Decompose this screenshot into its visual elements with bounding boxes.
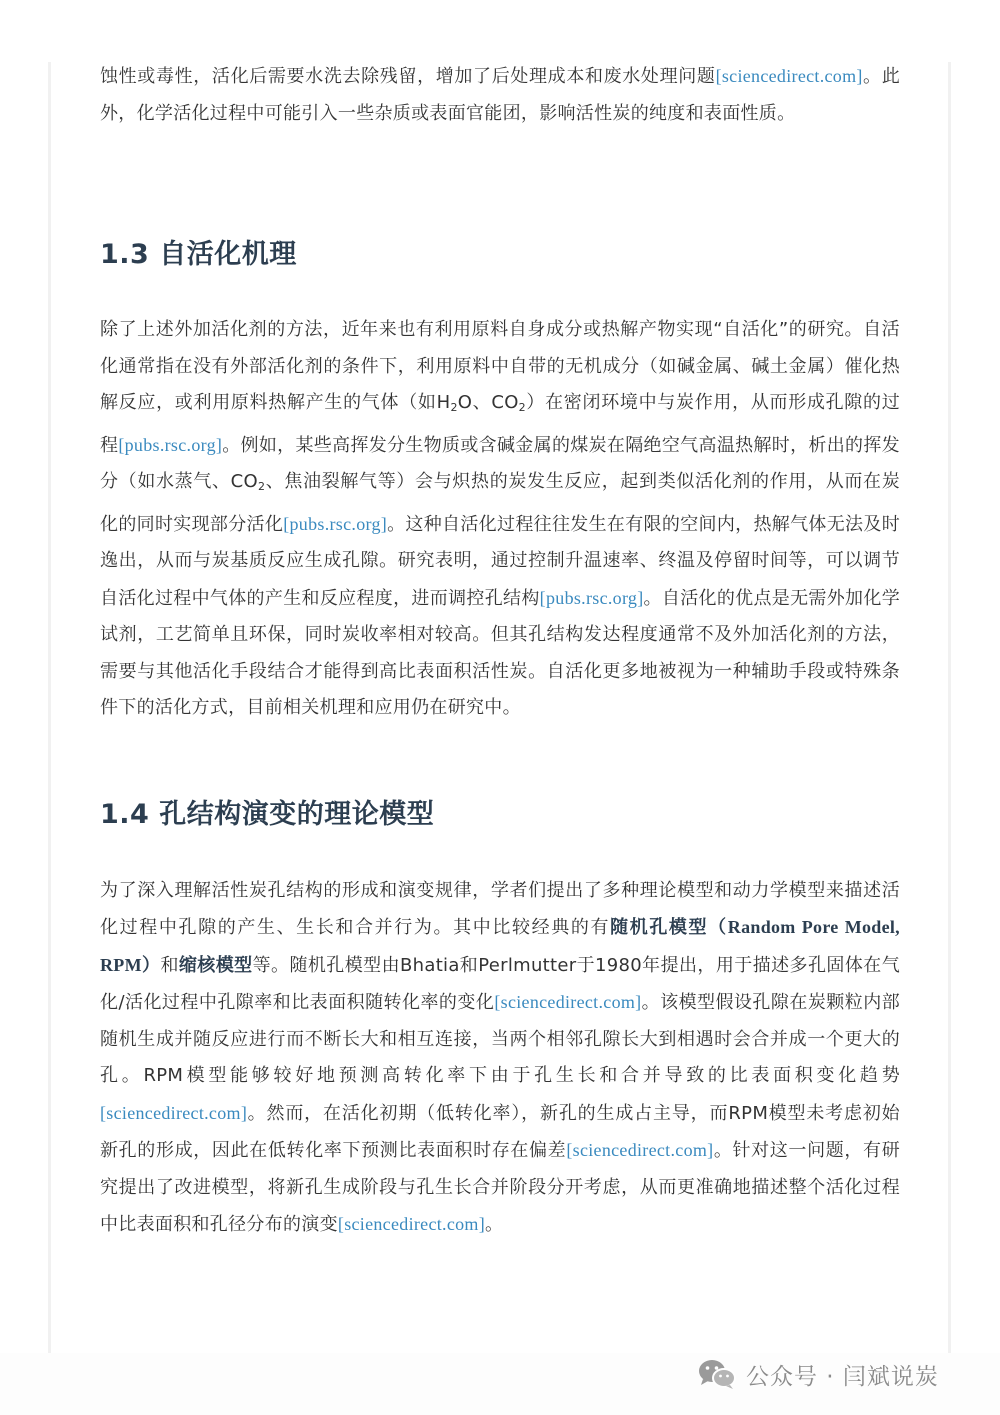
text: 为了深入理解活性炭孔结构的形成和演变规律，学者们提出了多种理论模型和动力学模型来描述活化过程中孔隙的产生、生长和合并行为。其中比较经典的有 <box>100 879 900 938</box>
citation-link[interactable]: [sciencedirect.com] <box>337 1214 486 1234</box>
subscript: 2 <box>518 401 526 414</box>
text: 。例如，某些高挥发分生物质或含碱金属的煤炭在隔绝空气高温热解时，析出的挥发分（如水蒸气、CO <box>100 434 900 492</box>
text: 蚀性或毒性，活化后需要水洗去除残留，增加了后处理成本和废水处理问题 <box>100 66 716 87</box>
citation-link[interactable]: [sciencedirect.com] <box>494 992 642 1012</box>
text: 等。随机孔模型由Bhatia和Perlmutter于1980年提出，用于描述多孔固体在气化/活化过程中孔隙率和比表面积随转化率的变化 <box>100 954 900 1013</box>
article-body <box>100 58 900 1244</box>
citation-link[interactable]: [sciencedirect.com] <box>566 1140 714 1160</box>
text: 。然而，在活化初期（低转化率），新孔的生成占主导，而RPM模型未考虑初始新孔的形成，因此在低转化率下预测比表面积时存在偏差 <box>100 1102 900 1161</box>
text: 。这种自活化过程往往发生在有限的空间内，热解气体无法及时逸出，从而与炭基质反应生成孔隙。研究表明，通过控制升温速率、终温及停留时间等，可以调节自活化过程中气体的产生和反应程度，进而调控孔结构 <box>100 513 901 609</box>
intro-paragraph <box>100 58 900 168</box>
bold-term: 缩核模型 <box>178 954 253 976</box>
text: 。自活化的优点是无需外加化学试剂，工艺简单且环保，同时炭收率相对较高。但其孔结构发达程度通常不及外加活化剂的方法，需要与其他活化手段结合才能得到高比表面积活性炭。自活化更多地被视为一种辅助手段或特殊条件下的活化方式，目前相关机理和应用仍在研究中。 <box>100 587 901 718</box>
subscript: 2 <box>450 401 458 414</box>
text: 。此外，化学活化过程中可能引入一些杂质或表面官能团，影响活性炭的纯度和表面性质。 <box>100 66 900 124</box>
section-1-4-paragraph <box>100 873 900 1244</box>
text: 。 <box>485 1214 504 1235</box>
watermark-text: 公众号 · 闫斌说炭 <box>746 1363 939 1390</box>
text: 和 <box>160 954 179 976</box>
subscript: 2 <box>258 480 266 493</box>
citation-link[interactable]: [pubs.rsc.org] <box>283 513 388 534</box>
page-edge-right <box>948 62 951 1353</box>
text: O、CO <box>457 392 519 413</box>
section-heading-1-3: 1.3 自活化机理 <box>100 239 297 270</box>
section-heading-1-4: 1.4 孔结构演变的理论模型 <box>100 798 435 830</box>
citation-link[interactable]: [sciencedirect.com] <box>715 66 863 86</box>
citation-link[interactable]: [sciencedirect.com] <box>100 1102 248 1123</box>
text: 。该模型假设孔隙在炭颗粒内部随机生成并随反应进行而不断长大和相互连接，当两个相邻孔隙长大到相遇时会合并成一个更大的孔。RPM模型能够较好地预测高转化率下由于孔生长和合并导致的比表面积变化趋势 <box>100 992 901 1086</box>
text: 。针对这一问题，有研究提出了改进模型，将新孔生成阶段与孔生长合并阶段分开考虑，从而更准确地描述整个活化过程中比表面积和孔径分布的演变 <box>100 1140 901 1235</box>
text: 除了上述外加活化剂的方法，近年来也有利用原料自身成分或热解产物实现“自活化”的研究。自活化通常指在没有外部活化剂的条件下，利用原料中自带的无机成分（如碱金属、碱土金属）催化热解反应，或利用原料热解产生的气体（如H <box>100 319 900 413</box>
section-1-3-paragraph <box>100 312 900 727</box>
text: 、焦油裂解气等）会与炽热的炭发生反应，起到类似活化剂的作用，从而在炭化的同时实现部分活化 <box>100 471 901 535</box>
citation-link[interactable]: [pubs.rsc.org] <box>118 434 223 455</box>
bold-term: 随机孔模型（Random Pore Model, RPM） <box>100 917 900 975</box>
wechat-icon <box>698 1358 736 1390</box>
page-edge-left <box>48 62 51 1353</box>
watermark <box>698 1352 939 1396</box>
text: ）在密闭环境中与炭作用，从而形成孔隙的过程 <box>100 392 900 456</box>
citation-link[interactable]: [pubs.rsc.org] <box>539 587 644 608</box>
